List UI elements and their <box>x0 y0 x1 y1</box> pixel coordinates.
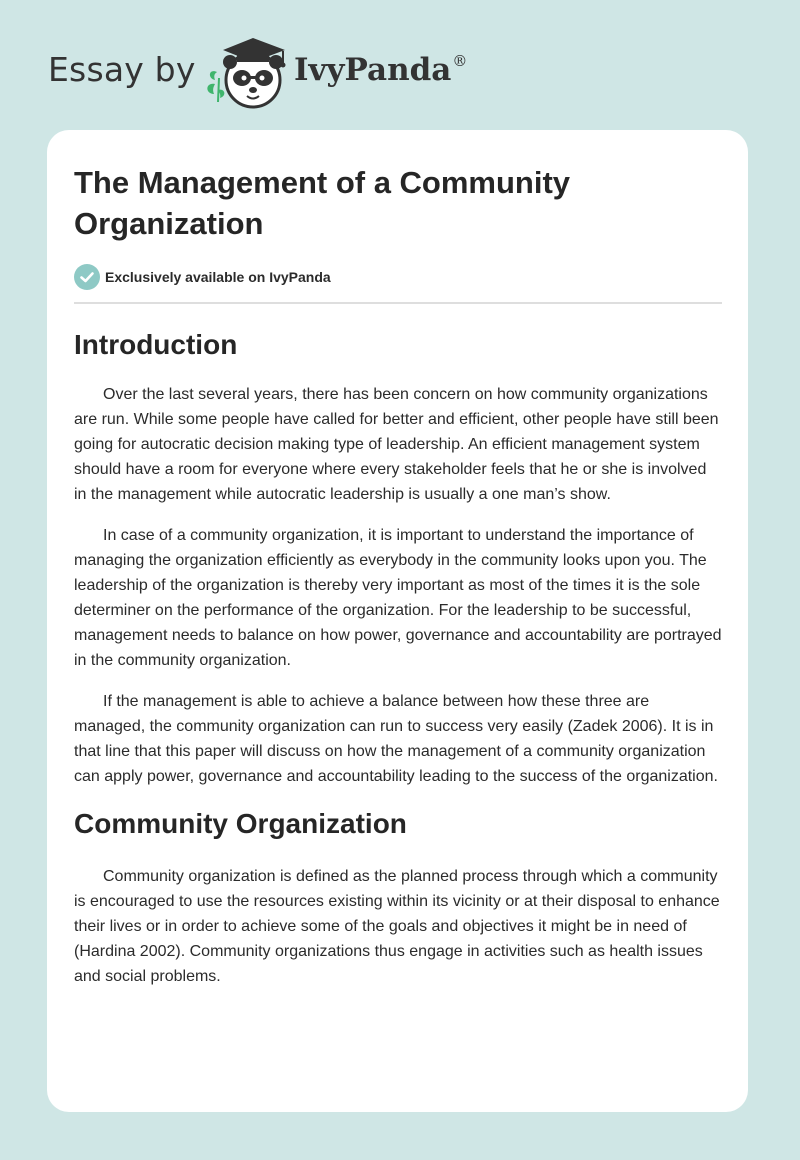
paragraph: In case of a community organization, it is important to understand the importance of managing the organization efficiently as everybody in the community looks upon you. The leadership of the organization is thereby very important as most of the times it is the sole determiner on the performance of the organization. For the leadership to be successful, management needs to balance on how power, governance and accountability are portrayed in the community organization. <box>74 527 722 669</box>
brand-prefix: Essay by <box>48 50 196 89</box>
panda-graduate-icon <box>203 34 293 110</box>
article-content <box>74 162 722 989</box>
check-circle-icon <box>74 264 100 290</box>
section-heading-community-organization: Community Organization <box>74 808 407 839</box>
paragraph: Community organization is defined as the planned process through which a community is encouraged to use the resources existing within its vicinity or at their disposal to enhance their lives or in order to achieve some of the goals and objectives it might be in need of (Hardina 2002). Community organizations thus engage in activities such as health issues and social problems. <box>74 868 720 985</box>
brand-header <box>48 30 488 110</box>
brand-name <box>294 52 467 88</box>
paragraph: If the management is able to achieve a balance between how these three are managed, the community organization can run to success very easily (Zadek 2006). It is in that line that this paper will discuss on how the management of a community organization can apply power, governance and accountability leading to the success of the organization. <box>74 693 718 785</box>
exclusive-badge-text: Exclusively available on IvyPanda <box>105 269 331 285</box>
registered-mark: ® <box>452 52 468 70</box>
article-title: The Management of a Community Organization <box>74 165 571 241</box>
brand-name-text: IvyPanda <box>294 52 452 88</box>
exclusive-badge <box>74 263 722 291</box>
article-card <box>47 130 748 1112</box>
title-divider <box>74 302 722 304</box>
section-heading-introduction: Introduction <box>74 329 238 360</box>
paragraph: Over the last several years, there has been concern on how community organizations are run. While some people have called for better and efficient, other people have still been going for autocratic decision making type of leadership. An efficient management system should have a room for everyone where every stakeholder feels that he or she is involved in the management while autocratic leadership is usually a one man’s show. <box>74 386 719 503</box>
